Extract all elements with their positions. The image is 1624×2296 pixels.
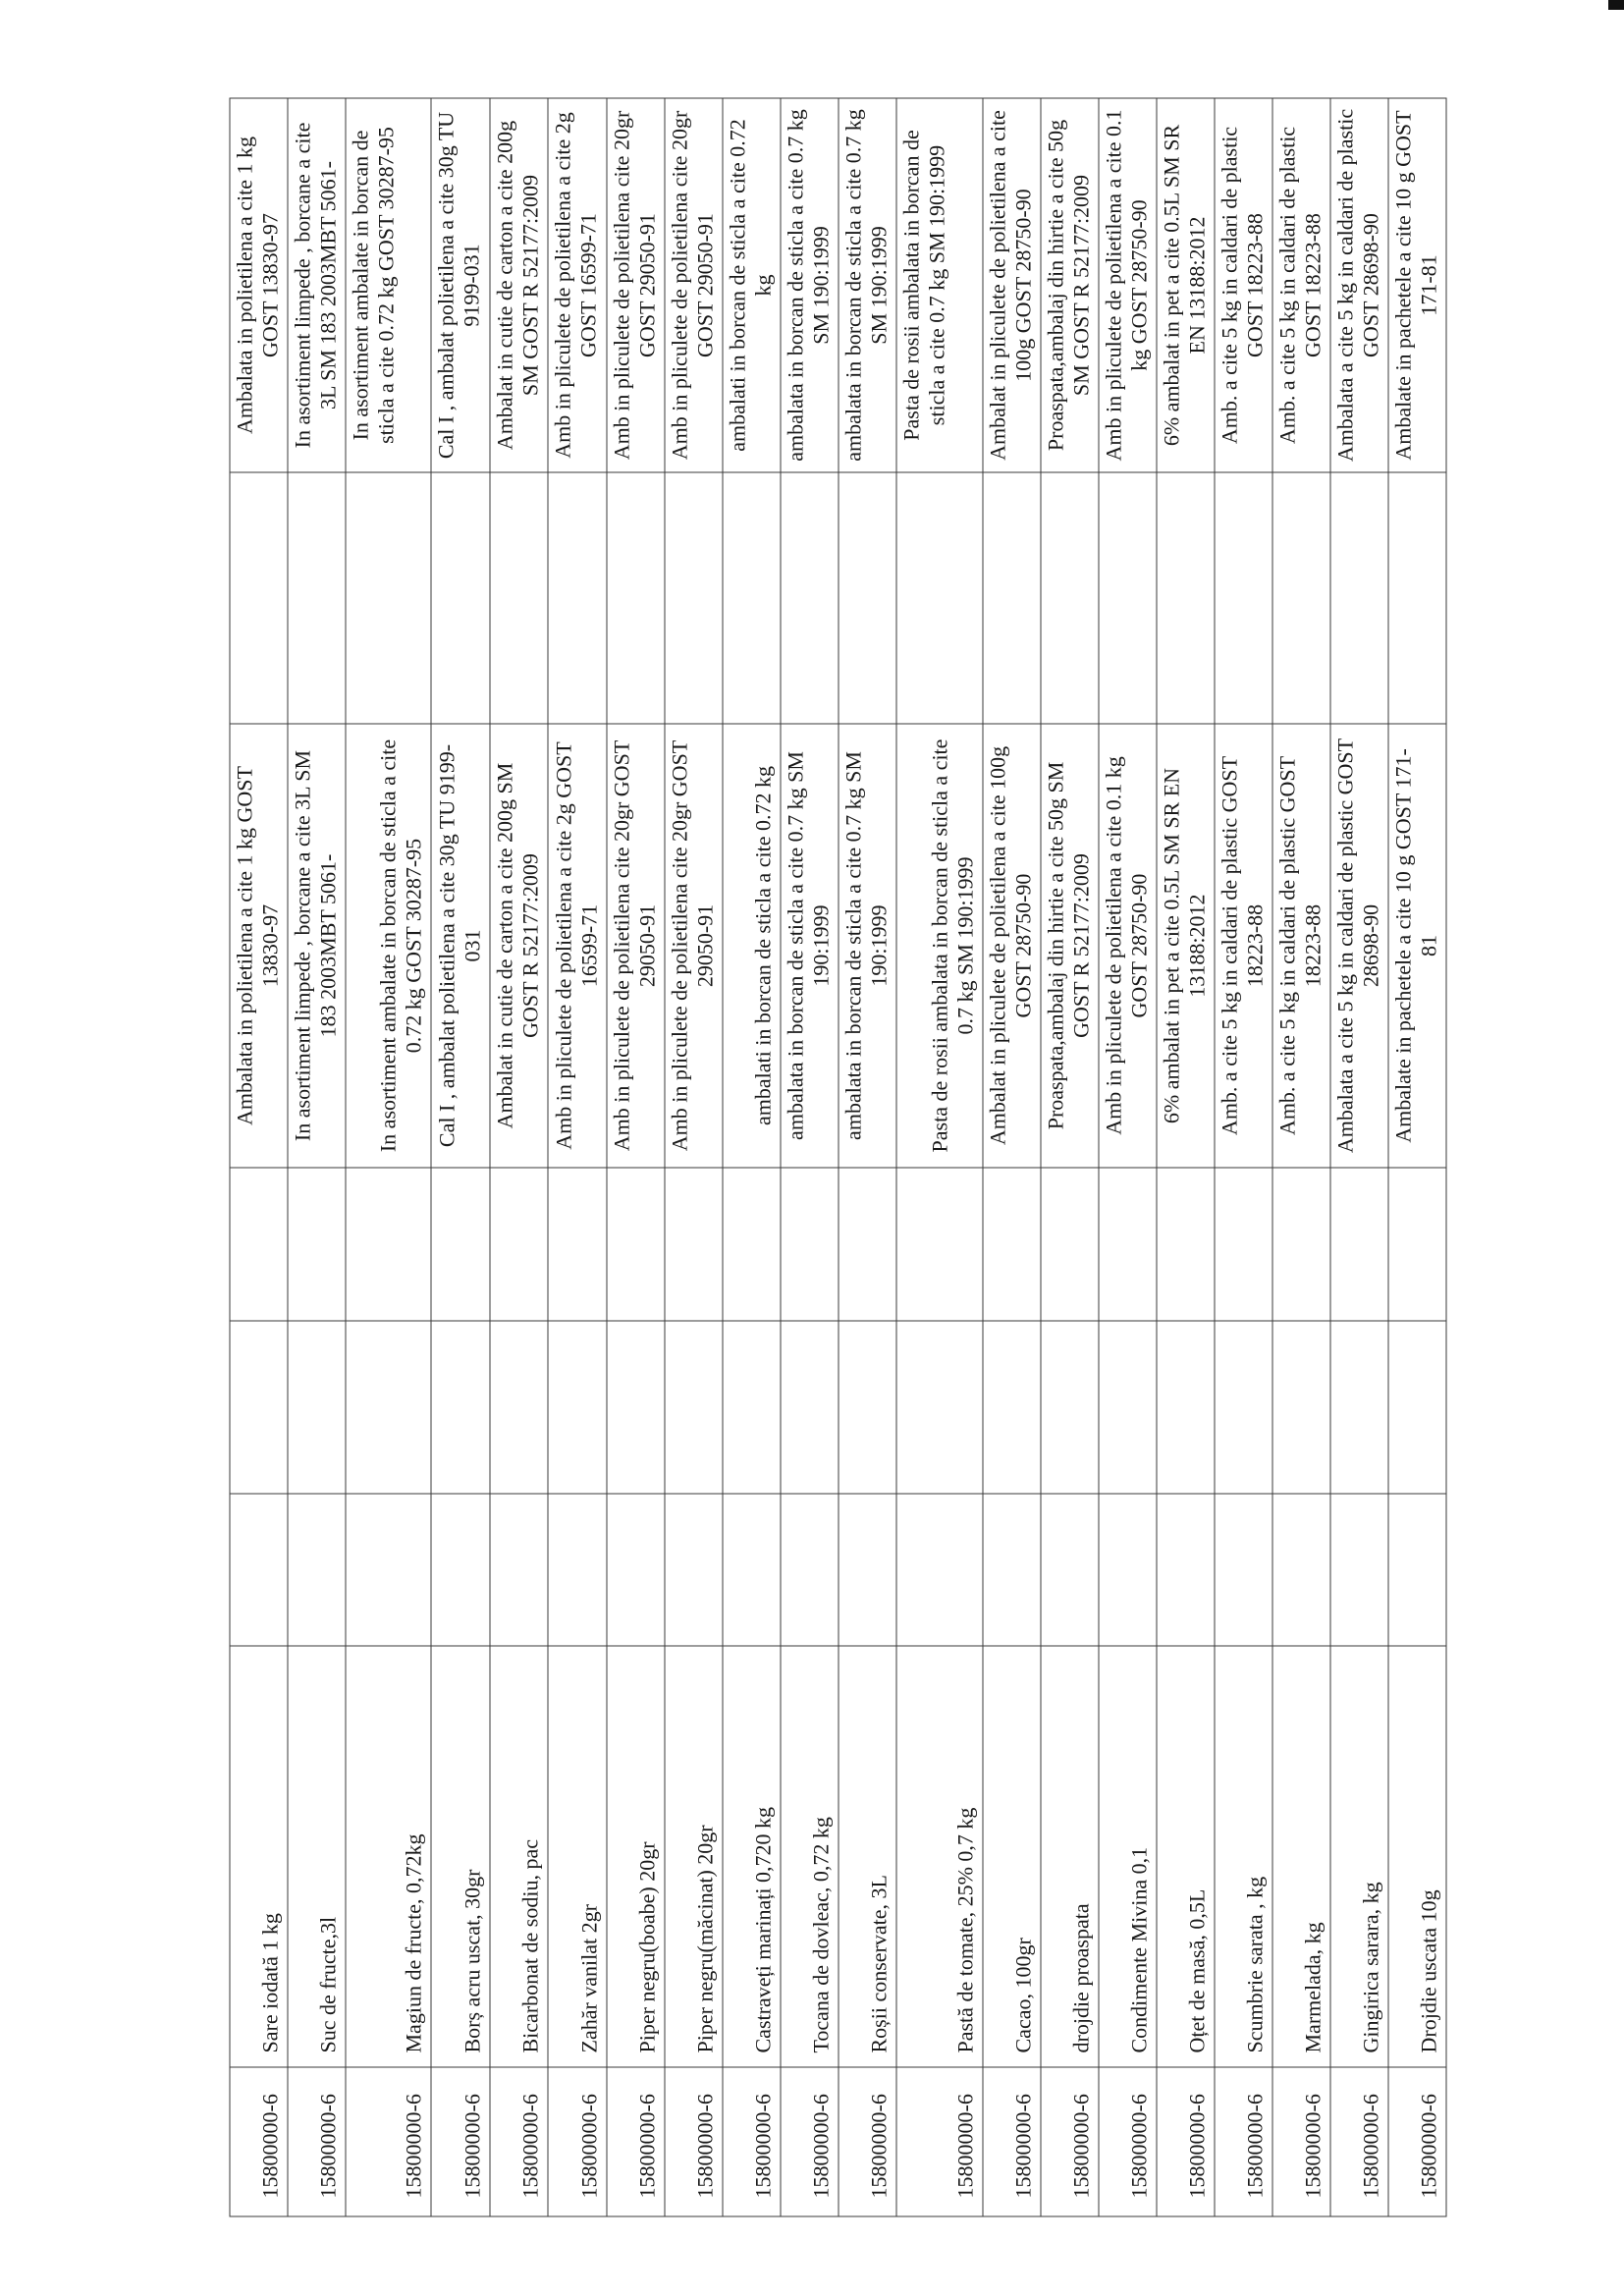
offered-specification-cell: In asortiment ambalate in borcan de sticla a cite 0.72 kg GOST 30287-95 [346,98,431,472]
empty-cell-3 [1215,1168,1272,1321]
empty-cell-3 [1157,1168,1215,1321]
empty-cell-3 [781,1168,839,1321]
table-row [1041,98,1099,2216]
code-cell: 15800000-6 [1330,2067,1388,2216]
code-cell: 15800000-6 [607,2067,665,2216]
empty-cell-1 [1099,1494,1157,1646]
empty-cell-1 [346,1494,431,1646]
specification-cell: ambalata in borcan de sticla a cite 0.7 kg SM 190:1999 [839,724,896,1168]
offered-specification-cell: Amb. a cite 5 kg in caldari de plastic GOST 18223-88 [1272,98,1330,472]
code-cell: 15800000-6 [431,2067,490,2216]
code-cell: 15800000-6 [288,2067,346,2216]
empty-cell-1 [1388,1494,1446,1646]
empty-cell-2 [548,1321,607,1494]
table-row [839,98,896,2216]
empty-cell-1 [1330,1494,1388,1646]
empty-cell-3 [346,1168,431,1321]
empty-cell-2 [1215,1321,1272,1494]
empty-cell-3 [1330,1168,1388,1321]
empty-cell-3 [896,1168,983,1321]
empty-cell-4 [548,472,607,724]
empty-cell-2 [1041,1321,1099,1494]
product-name-cell: Cacao, 100gr [983,1646,1041,2067]
specification-cell: ambalati in borcan de sticla a cite 0.72 kg [723,724,781,1168]
empty-cell-4 [665,472,723,724]
empty-cell-2 [1330,1321,1388,1494]
specification-cell: Amb in pliculete de polietilena a cite 0.1 kg GOST 28750-90 [1099,724,1157,1168]
table-row [1388,98,1446,2216]
empty-cell-1 [1157,1494,1215,1646]
offered-specification-cell: ambalata in borcan de sticla a cite 0.7 kg SM 190:1999 [839,98,896,472]
specification-cell: Amb. a cite 5 kg in caldari de plastic GOST 18223-88 [1272,724,1330,1168]
empty-cell-1 [723,1494,781,1646]
empty-cell-2 [1272,1321,1330,1494]
empty-cell-3 [665,1168,723,1321]
specification-cell: Amb in pliculete de polietilena a cite 2g GOST 16599-71 [548,724,607,1168]
offered-specification-cell: Cal I , ambalat polietilena a cite 30g TU 9199-031 [431,98,490,472]
offered-specification-cell: Ambalate in pachetele a cite 10 g GOST 171-81 [1388,98,1446,472]
table-row [1272,98,1330,2216]
code-cell: 15800000-6 [723,2067,781,2216]
empty-cell-4 [431,472,490,724]
table-row [607,98,665,2216]
offered-specification-cell: In asortiment limpede , borcane a cite 3L SM 183 2003MBT 5061- [288,98,346,472]
empty-cell-3 [431,1168,490,1321]
empty-cell-1 [839,1494,896,1646]
empty-cell-1 [607,1494,665,1646]
table-row [346,98,431,2216]
product-name-cell: Bicarbonat de sodiu, pac [490,1646,548,2067]
specification-cell: 6% ambalat in pet a cite 0.5L SM SR EN 13188:2012 [1157,724,1215,1168]
product-name-cell: Roșii conservate, 3L [839,1646,896,2067]
specification-cell: Ambalat in pliculete de polietilena a cite 100g GOST 28750-90 [983,724,1041,1168]
code-cell: 15800000-6 [1157,2067,1215,2216]
empty-cell-3 [1388,1168,1446,1321]
empty-cell-1 [548,1494,607,1646]
product-name-cell: Magiun de fructe, 0,72kg [346,1646,431,2067]
empty-cell-4 [896,472,983,724]
specification-cell: Ambalata in polietilena a cite 1 kg GOST 13830-97 [230,724,288,1168]
empty-cell-4 [607,472,665,724]
code-cell: 15800000-6 [665,2067,723,2216]
table-row [431,98,490,2216]
specification-cell: Pasta de rosii ambalata in borcan de sticla a cite 0.7 kg SM 190:1999 [896,724,983,1168]
table-row [665,98,723,2216]
specification-cell: Cal I , ambalat polietilena a cite 30g TU 9199-031 [431,724,490,1168]
empty-cell-4 [1272,472,1330,724]
offered-specification-cell: Ambalat in pliculete de polietilena a cite 100g GOST 28750-90 [983,98,1041,472]
offered-specification-cell: ambalati in borcan de sticla a cite 0.72 kg [723,98,781,472]
empty-cell-4 [839,472,896,724]
product-name-cell: Piper negru(măcinat) 20gr [665,1646,723,2067]
empty-cell-3 [230,1168,288,1321]
empty-cell-4 [1041,472,1099,724]
product-name-cell: Drojdie uscata 10g [1388,1646,1446,2067]
code-cell: 15800000-6 [490,2067,548,2216]
code-cell: 15800000-6 [1041,2067,1099,2216]
empty-cell-3 [1272,1168,1330,1321]
empty-cell-1 [230,1494,288,1646]
offered-specification-cell: Amb in pliculete de polietilena cite 20gr GOST 29050-91 [665,98,723,472]
scan-corner-mark [1608,0,1624,10]
offered-specification-cell: Ambalat in cutie de carton a cite 200g SM GOST R 52177:2009 [490,98,548,472]
product-name-cell: Marmelada, kg [1272,1646,1330,2067]
empty-cell-3 [1099,1168,1157,1321]
empty-cell-3 [288,1168,346,1321]
empty-cell-2 [230,1321,288,1494]
product-name-cell: Sare iodată 1 kg [230,1646,288,2067]
code-cell: 15800000-6 [346,2067,431,2216]
table-row [983,98,1041,2216]
table-row [1157,98,1215,2216]
empty-cell-2 [983,1321,1041,1494]
code-cell: 15800000-6 [1215,2067,1272,2216]
product-name-cell: Oțet de masă, 0,5L [1157,1646,1215,2067]
code-cell: 15800000-6 [1388,2067,1446,2216]
offered-specification-cell: Ambalata a cite 5 kg in caldari de plastic GOST 28698-90 [1330,98,1388,472]
offered-specification-cell: Amb in pliculete de polietilena a cite 0.1 kg GOST 28750-90 [1099,98,1157,472]
table-row [288,98,346,2216]
empty-cell-1 [288,1494,346,1646]
product-name-cell: Condimente Mivina 0,1 [1099,1646,1157,2067]
empty-cell-2 [1157,1321,1215,1494]
empty-cell-1 [490,1494,548,1646]
empty-cell-4 [1330,472,1388,724]
empty-cell-3 [983,1168,1041,1321]
product-name-cell: Pastă de tomate, 25% 0,7 kg [896,1646,983,2067]
empty-cell-3 [607,1168,665,1321]
empty-cell-4 [490,472,548,724]
empty-cell-3 [1041,1168,1099,1321]
specification-cell: ambalata in borcan de sticla a cite 0.7 kg SM 190:1999 [781,724,839,1168]
specification-cell: Proaspata,ambalaj din hirtie a cite 50g SM GOST R 52177:2009 [1041,724,1099,1168]
specification-cell: Ambalata a cite 5 kg in caldari de plastic GOST 28698-90 [1330,724,1388,1168]
empty-cell-2 [839,1321,896,1494]
offered-specification-cell: Amb in pliculete de polietilena cite 20gr GOST 29050-91 [607,98,665,472]
empty-cell-3 [490,1168,548,1321]
empty-cell-1 [665,1494,723,1646]
empty-cell-1 [1215,1494,1272,1646]
empty-cell-2 [288,1321,346,1494]
table-body [230,98,1446,2216]
code-cell: 15800000-6 [548,2067,607,2216]
empty-cell-2 [723,1321,781,1494]
empty-cell-2 [431,1321,490,1494]
empty-cell-4 [1388,472,1446,724]
code-cell: 15800000-6 [781,2067,839,2216]
offered-specification-cell: ambalata in borcan de sticla a cite 0.7 kg SM 190:1999 [781,98,839,472]
table-row [548,98,607,2216]
product-name-cell: Suc de fructe,3l [288,1646,346,2067]
empty-cell-3 [723,1168,781,1321]
product-name-cell: drojdie proaspata [1041,1646,1099,2067]
table-row [1215,98,1272,2216]
offered-specification-cell: Amb in pliculete de polietilena a cite 2g GOST 16599-71 [548,98,607,472]
empty-cell-4 [983,472,1041,724]
code-cell: 15800000-6 [896,2067,983,2216]
empty-cell-2 [346,1321,431,1494]
empty-cell-1 [983,1494,1041,1646]
empty-cell-2 [896,1321,983,1494]
empty-cell-1 [1272,1494,1330,1646]
product-name-cell: Piper negru(boabe) 20gr [607,1646,665,2067]
table-row [230,98,288,2216]
empty-cell-2 [781,1321,839,1494]
offered-specification-cell: Amb. a cite 5 kg in caldari de plastic GOST 18223-88 [1215,98,1272,472]
product-name-cell: Scumbrie sarata , kg [1215,1646,1272,2067]
empty-cell-4 [723,472,781,724]
table-row [1330,98,1388,2216]
offered-specification-cell: Proaspata,ambalaj din hirtie a cite 50g SM GOST R 52177:2009 [1041,98,1099,472]
empty-cell-1 [431,1494,490,1646]
specification-cell: Ambalate in pachetele a cite 10 g GOST 171-81 [1388,724,1446,1168]
empty-cell-1 [896,1494,983,1646]
empty-cell-4 [1157,472,1215,724]
product-name-cell: Castraveți marinați 0,720 kg [723,1646,781,2067]
empty-cell-4 [781,472,839,724]
empty-cell-4 [230,472,288,724]
code-cell: 15800000-6 [839,2067,896,2216]
code-cell: 15800000-6 [1272,2067,1330,2216]
empty-cell-4 [1099,472,1157,724]
empty-cell-2 [665,1321,723,1494]
offered-specification-cell: Pasta de rosii ambalata in borcan de sticla a cite 0.7 kg SM 190:1999 [896,98,983,472]
product-name-cell: Zahăr vanilat 2gr [548,1646,607,2067]
empty-cell-3 [548,1168,607,1321]
table-row [723,98,781,2216]
code-cell: 15800000-6 [983,2067,1041,2216]
specification-cell: Amb in pliculete de polietilena cite 20gr GOST 29050-91 [607,724,665,1168]
code-cell: 15800000-6 [230,2067,288,2216]
table-row [1099,98,1157,2216]
empty-cell-4 [288,472,346,724]
empty-cell-2 [607,1321,665,1494]
code-cell: 15800000-6 [1099,2067,1157,2216]
empty-cell-1 [1041,1494,1099,1646]
product-name-cell: Gingirica sarara, kg [1330,1646,1388,2067]
table-row [896,98,983,2216]
specification-cell: Ambalat in cutie de carton a cite 200g SM GOST R 52177:2009 [490,724,548,1168]
specification-cell: Amb. a cite 5 kg in caldari de plastic GOST 18223-88 [1215,724,1272,1168]
product-name-cell: Tocana de dovleac, 0,72 kg [781,1646,839,2067]
product-table [229,97,1446,2216]
table-row [490,98,548,2216]
empty-cell-4 [346,472,431,724]
table-row [781,98,839,2216]
specification-cell: Amb in pliculete de polietilena cite 20gr GOST 29050-91 [665,724,723,1168]
empty-cell-3 [839,1168,896,1321]
offered-specification-cell: Ambalata in polietilena a cite 1 kg GOST 13830-97 [230,98,288,472]
empty-cell-2 [1099,1321,1157,1494]
offered-specification-cell: 6% ambalat in pet a cite 0.5L SM SR EN 13188:2012 [1157,98,1215,472]
product-name-cell: Borș acru uscat, 30gr [431,1646,490,2067]
rotated-page [229,98,1440,2216]
empty-cell-2 [1388,1321,1446,1494]
empty-cell-1 [781,1494,839,1646]
empty-cell-2 [490,1321,548,1494]
empty-cell-4 [1215,472,1272,724]
specification-cell: In asortiment ambalate in borcan de sticla a cite 0.72 kg GOST 30287-95 [346,724,431,1168]
specification-cell: In asortiment limpede , borcane a cite 3L SM 183 2003MBT 5061- [288,724,346,1168]
